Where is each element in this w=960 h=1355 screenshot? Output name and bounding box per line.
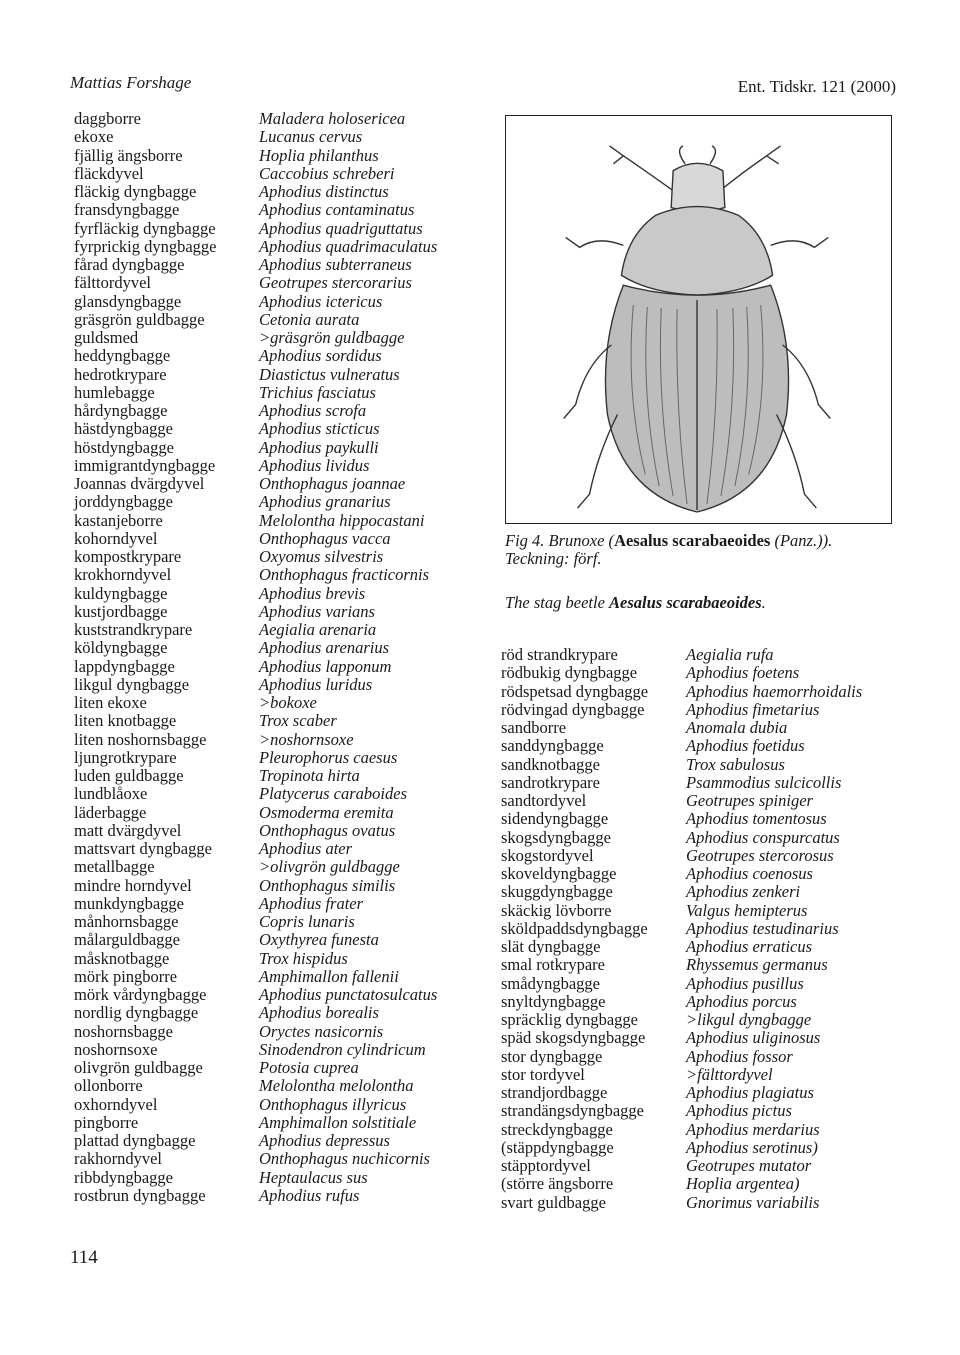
list-item: Aphodius ater [259,839,353,858]
list-item: Onthophagus fracticornis [259,565,430,585]
list-item: smådyngbagge [501,973,600,993]
list-item: Osmoderma eremita [259,802,394,822]
list-item: Maladera holosericea [259,109,406,128]
list-item: snyltdyngbagge [501,991,606,1011]
list-item: >bokoxe [259,693,317,712]
list-item: Copris lunaris [259,912,355,931]
list-item: spräcklig dyngbagge [501,1010,639,1029]
list-item: likgul dyngbagge [74,674,190,694]
list-item: Potosia cuprea [259,1058,359,1077]
caption-suffix: (Panz.)). [770,531,833,550]
swedish-names-column-left [74,110,217,1205]
list-item: röd strandkrypare [501,645,618,664]
list-item: Onthophagus ovatus [259,820,396,840]
latin-names-column-left [259,110,437,1205]
list-item: Aphodius subterraneus [259,255,412,274]
list-item: sandrotkrypare [501,772,600,792]
list-item: Onthophagus vacca [259,528,391,548]
list-item: hårdyngbagge [74,401,168,420]
english-caption-prefix: The stag beetle [505,593,610,612]
list-item: höstdyngbagge [74,437,174,457]
list-item: Aphodius erraticus [686,937,813,956]
list-item: Rhyssemus germanus [686,955,828,975]
list-item: läderbagge [74,802,147,822]
list-item: Oxyomus silvestris [259,547,384,566]
latin-names-column-right [686,646,862,1212]
list-item: noshornsoxe [74,1039,158,1059]
list-item: Geotrupes stercorosus [686,845,834,865]
list-item: humlebagge [74,382,155,402]
list-item: Diastictus vulneratus [259,364,400,384]
list-item: Aphodius varians [259,601,375,621]
list-item: Aphodius haemorrhoidalis [686,681,863,701]
list-item: Aegialia rufa [686,645,774,664]
list-item: >fälttordyvel [686,1064,773,1084]
list-item: ollonborre [74,1076,143,1096]
list-item: Hoplia philanthus [259,145,379,165]
list-item: smal rotkrypare [501,955,606,975]
list-item: ribbdyngbagge [74,1167,173,1187]
list-item: Lucanus cervus [259,127,363,147]
list-item: Onthophagus joannae [259,474,406,493]
list-item: Aphodius depressus [259,1131,390,1150]
list-item: Hoplia argentea) [686,1174,800,1194]
page-number: 114 [70,1247,98,1268]
figure-caption-english [505,593,766,613]
list-item: skoveldyngbagge [501,864,617,883]
list-item: Geotrupes mutator [686,1156,812,1175]
list-item: fårad dyngbagge [74,255,185,274]
list-item: heddyngbagge [74,346,171,366]
list-item: munkdyngbagge [74,893,184,913]
list-item: svart guldbagge [501,1192,606,1212]
list-item: Trichius fasciatus [259,382,376,402]
list-item: Onthophagus similis [259,875,396,895]
list-item: (stäppdyngbagge [501,1137,614,1157]
list-item: Psammodius sulcicollis [686,772,842,792]
list-item: Aegialia arenaria [259,620,377,639]
list-item: Aphodius sticticus [259,419,380,439]
list-item: sidendyngbagge [501,809,609,829]
list-item: fransdyngbagge [74,200,180,220]
list-item: fjällig ängsborre [74,145,183,165]
list-item: Aphodius punctatosulcatus [259,985,438,1004]
list-item: skäckig lövborre [501,900,612,920]
list-item: köldyngbagge [74,638,168,658]
list-item: kustjordbagge [74,601,168,621]
list-item: strandängsdyngbagge [501,1101,644,1121]
left-antenna [609,146,673,191]
list-item: Aphodius foetidus [686,736,805,756]
list-item: lappdyngbagge [74,656,175,676]
list-item: Pleurophorus caesus [259,747,398,767]
list-item: Aphodius tomentosus [686,809,827,829]
caption-credit: Teckning: förf. [505,549,602,568]
list-item: Aphodius quadrimaculatus [259,236,438,256]
list-item: streckdyngbagge [501,1119,613,1139]
list-item: luden guldbagge [74,766,184,785]
list-item: fläckdyvel [74,163,144,183]
list-item: Anomala dubia [686,718,788,737]
right-antenna [720,146,781,191]
list-item: skogstordyvel [501,845,594,865]
running-head-journal: Ent. Tidskr. 121 (2000) [737,77,896,96]
list-item: Aphodius lapponum [259,656,392,676]
list-item: Aphodius frater [259,893,364,913]
list-item: Joannas dvärgdyvel [74,474,205,493]
list-item: Aphodius serotinus) [686,1137,818,1157]
list-item: daggborre [74,109,141,128]
list-item: kuststrandkrypare [74,620,193,639]
list-item: sandknotbagge [501,754,600,774]
list-item: mindre horndyvel [74,875,192,895]
list-item: Aphodius testudinarius [686,918,839,938]
list-item: rödbukig dyngbagge [501,663,638,683]
list-item: rödvingad dyngbagge [501,699,645,719]
list-item: plattad dyngbagge [74,1131,196,1150]
list-item: Aphodius granarius [259,492,391,512]
list-item: liten noshornsbagge [74,729,207,749]
list-item: Amphimallon solstitiale [259,1112,417,1132]
list-item: Aphodius plagiatus [686,1083,814,1102]
english-caption-suffix: . [761,593,766,612]
list-item: skogsdyngbagge [501,827,611,847]
list-item: (större ängsborre [501,1174,614,1194]
list-item: Gnorimus variabilis [686,1192,820,1212]
caption-species: Aesalus scarabaeoides [614,531,771,550]
list-item: stor tordyvel [501,1064,585,1084]
caption-prefix: Fig 4. Brunoxe ( [505,531,615,550]
list-item: fälttordyvel [74,273,151,293]
list-item: lundblåoxe [74,784,148,804]
list-item: Tropinota hirta [259,766,360,785]
list-item: Aphodius pictus [686,1101,792,1121]
list-item: späd skogsdyngbagge [501,1028,646,1048]
list-item: Aphodius ictericus [259,291,383,311]
list-item: glansdyngbagge [74,291,182,311]
list-item: hästdyngbagge [74,419,173,439]
list-item: Aphodius scrofa [259,401,367,420]
list-item: månhornsbagge [74,912,179,931]
beetle-figure [505,115,892,524]
list-item: Trox sabulosus [686,754,785,774]
list-item: skuggdyngbagge [501,882,613,902]
list-item: nordlig dyngbagge [74,1003,199,1023]
list-item: Aphodius brevis [259,583,366,603]
list-item: sandborre [501,718,567,737]
list-item: Aphodius coenosus [686,864,813,883]
list-item: Oryctes nasicornis [259,1021,384,1041]
list-item: sanddyngbagge [501,736,604,756]
pronotum [621,207,772,296]
list-item: rakhorndyvel [74,1149,162,1169]
list-item: Aphodius distinctus [259,182,389,201]
list-item: kohorndyvel [74,528,158,548]
list-item: kompostkrypare [74,547,182,566]
list-item: Geotrupes stercorarius [259,273,412,293]
list-item: kastanjeborre [74,510,163,530]
list-item: krokhorndyvel [74,565,172,585]
list-item: mattsvart dyngbagge [74,839,212,858]
list-item: Amphimallon fallenii [259,966,399,986]
list-item: Oxythyrea funesta [259,930,379,950]
list-item: liten ekoxe [74,693,147,712]
list-item: hedrotkrypare [74,364,167,384]
figure-caption [505,532,905,568]
list-item: Aphodius foetens [686,663,800,683]
list-item: noshornsbagge [74,1021,173,1041]
list-item: Aphodius zenkeri [686,882,801,902]
list-item: Aphodius porcus [686,991,797,1011]
list-item: Onthophagus illyricus [259,1094,407,1114]
list-item: mörk vårdyngbagge [74,985,207,1004]
list-item: olivgrön guldbagge [74,1058,203,1077]
list-item: Caccobius schreberi [259,163,395,183]
list-item: Trox hispidus [259,948,348,968]
list-item: ekoxe [74,127,114,147]
list-item: Geotrupes spiniger [686,791,813,810]
list-item: immigrantdyngbagge [74,455,216,475]
list-item: kuldyngbagge [74,583,168,603]
list-item: fyrfläckig dyngbagge [74,218,216,238]
swedish-names-column-right [501,646,648,1212]
list-item: Aphodius pusillus [686,973,804,993]
list-item: liten knotbagge [74,711,177,731]
list-item: >olivgrön guldbagge [259,857,400,877]
mandibles [680,146,716,164]
list-item: fläckig dyngbagge [74,182,197,201]
list-item: mörk pingborre [74,966,178,986]
list-item: Melolontha melolontha [259,1076,414,1096]
list-item: Aphodius luridus [259,674,373,694]
list-item: oxhorndyvel [74,1094,158,1114]
list-item: fyrprickig dyngbagge [74,236,217,256]
list-item: Aphodius sordidus [259,346,382,366]
list-item: Melolontha hippocastani [259,510,425,530]
list-item: rödspetsad dyngbagge [501,681,649,701]
list-item: >gräsgrön guldbagge [259,328,405,347]
list-item: gräsgrön guldbagge [74,309,205,329]
list-item: stäpptordyvel [501,1156,591,1175]
list-item: Aphodius lividus [259,455,370,475]
list-item: Cetonia aurata [259,309,360,329]
list-item: Aphodius uliginosus [686,1028,821,1048]
list-item: matt dvärgdyvel [74,820,182,840]
list-item: Aphodius contaminatus [259,200,415,220]
list-item: Trox scaber [259,711,337,731]
list-item: stor dyngbagge [501,1046,603,1066]
list-item: strandjordbagge [501,1083,608,1102]
list-item: metallbagge [74,857,155,877]
list-item: Aphodius borealis [259,1003,379,1023]
list-item: >noshornsoxe [259,729,354,749]
list-item: Aphodius paykulli [259,437,379,457]
list-item: jorddyngbagge [74,492,173,512]
list-item: guldsmed [74,328,139,347]
list-item: Heptaulacus sus [259,1167,368,1187]
english-caption-species: Aesalus scarabaeoides [609,593,762,612]
list-item: Aphodius merdarius [686,1119,820,1139]
list-item: sandtordyvel [501,791,587,810]
beetle-drawing [506,116,891,523]
list-item: Aphodius fossor [686,1046,793,1066]
list-item: sköldpaddsdyngbagge [501,918,648,938]
running-head-author: Mattias Forshage [70,73,192,92]
list-item: pingborre [74,1112,139,1132]
head [671,163,725,211]
list-item: målarguldbagge [74,930,180,950]
list-item: Onthophagus nuchicornis [259,1149,430,1169]
list-item: slät dyngbagge [501,937,601,956]
list-item: Aphodius conspurcatus [686,827,840,847]
list-item: rostbrun dyngbagge [74,1185,206,1205]
list-item: Aphodius quadriguttatus [259,218,423,238]
list-item: Valgus hemipterus [686,900,808,920]
list-item: Aphodius rufus [259,1185,360,1205]
list-item: Aphodius fimetarius [686,699,820,719]
list-item: ljungrotkrypare [74,747,177,767]
list-item: Aphodius arenarius [259,638,390,658]
list-item: måsknotbagge [74,948,170,968]
list-item: Sinodendron cylindricum [259,1039,426,1059]
list-item: Platycerus caraboides [259,784,408,804]
list-item: >likgul dyngbagge [686,1010,812,1029]
